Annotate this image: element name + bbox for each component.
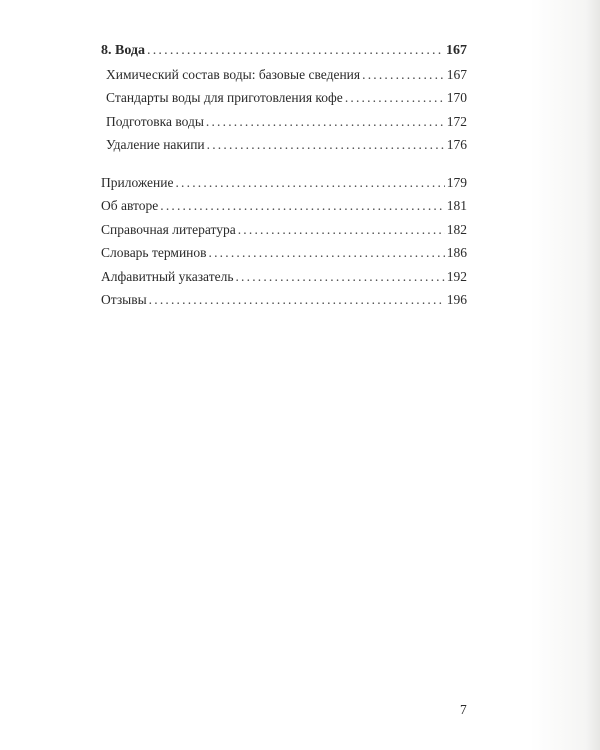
toc-sub-item (101, 66, 467, 90)
toc-back-matter-item (101, 244, 467, 268)
toc-entry-title: Об авторе (101, 198, 159, 213)
toc-entry-title: Подготовка воды (106, 113, 204, 129)
toc-entry-title: Химический состав воды: базовые сведения (106, 66, 361, 82)
toc-entry-page: 176 (446, 137, 467, 152)
toc-entry-page: 182 (446, 221, 467, 237)
toc-entry-page: 167 (446, 66, 467, 82)
toc-entry-title: Отзывы (101, 292, 147, 307)
page-number: 7 (460, 702, 467, 717)
toc-entry-page: 186 (446, 245, 467, 260)
toc-entry-page: 170 (446, 90, 467, 105)
toc-entry-title: 8. Вода (101, 43, 146, 58)
dot-leader (149, 291, 445, 308)
toc-entry-title: Справочная литература (101, 221, 236, 237)
dot-leader (362, 66, 445, 83)
toc-back-matter-item (101, 174, 467, 198)
toc-sub-item (101, 113, 467, 137)
dot-leader (207, 136, 445, 153)
toc-entry-title: Стандарты воды для приготовления кофе (106, 90, 343, 105)
dot-leader (235, 268, 444, 285)
toc-entry-page: 192 (446, 268, 467, 284)
toc-entry-page: 172 (446, 113, 467, 129)
dot-leader (345, 89, 445, 106)
toc-back-matter-item (101, 291, 467, 315)
dot-leader (209, 244, 445, 261)
toc-entry-title: Словарь терминов (101, 245, 207, 260)
page-edge-shadow (530, 0, 600, 750)
dot-leader (160, 197, 445, 214)
toc-sub-item (101, 136, 467, 160)
toc-entry-title: Удаление накипи (106, 137, 205, 152)
toc-sub-item (101, 89, 467, 113)
table-of-contents (101, 42, 467, 315)
toc-back-matter-item (101, 197, 467, 221)
dot-leader (147, 42, 444, 59)
toc-entry-page: 196 (446, 292, 467, 307)
dot-leader (238, 221, 445, 238)
toc-entry-title: Приложение (101, 174, 174, 190)
dot-leader (206, 113, 445, 130)
toc-entry-page: 181 (446, 198, 467, 213)
dot-leader (175, 174, 444, 191)
toc-entry-title: Алфавитный указатель (101, 268, 234, 284)
toc-chapter-8 (101, 42, 467, 66)
section-gap (101, 160, 467, 174)
toc-back-matter-item (101, 268, 467, 292)
toc-back-matter-item (101, 221, 467, 245)
toc-entry-page: 167 (446, 43, 467, 58)
toc-entry-page: 179 (446, 174, 467, 190)
